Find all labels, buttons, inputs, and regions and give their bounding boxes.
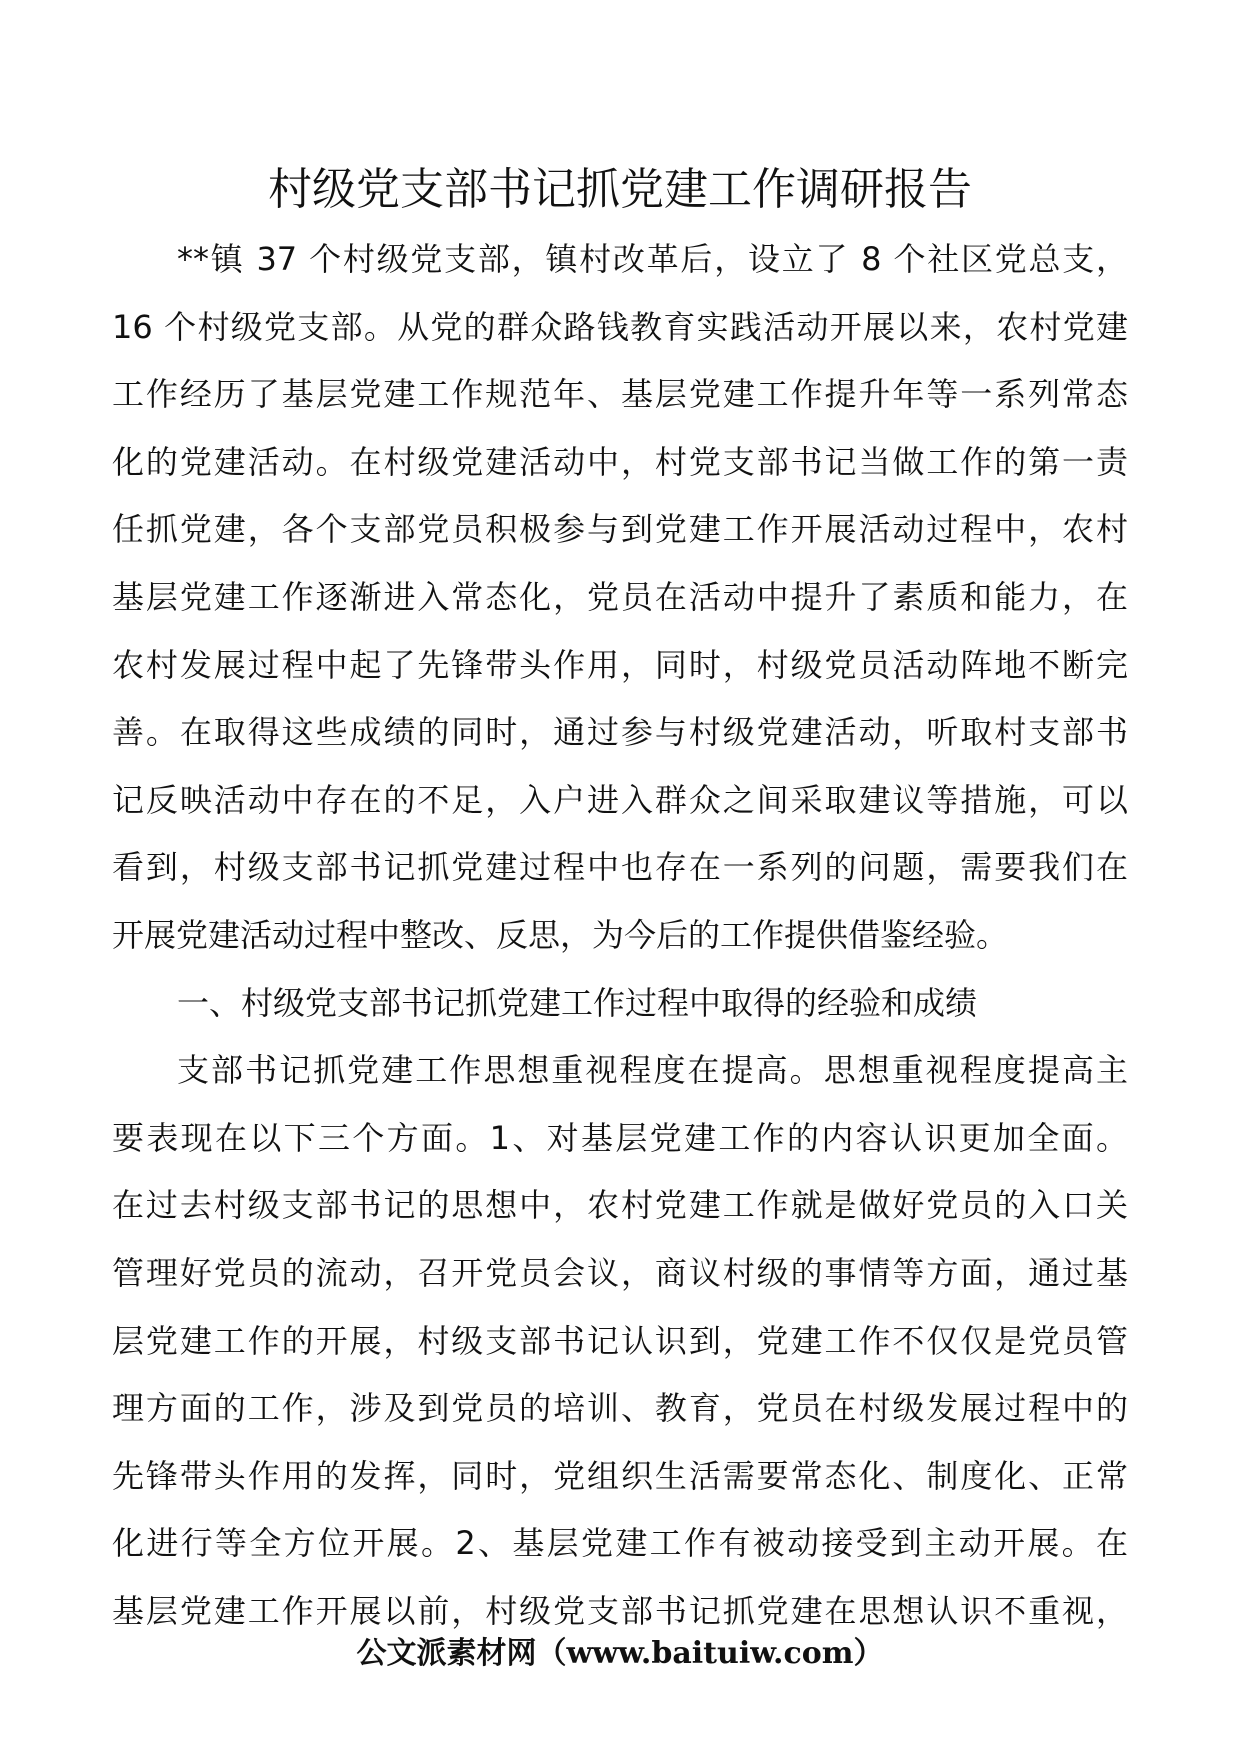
section-heading: 一、村级党支部书记抓党建工作过程中取得的经验和成绩 <box>177 983 978 1022</box>
text-line: 记反映活动中存在的不足，入户进入群众之间采取建议等措施，可以 <box>112 780 1128 819</box>
text-line: 善。在取得这些成绩的同时，通过参与村级党建活动，听取村支部书 <box>112 713 1128 752</box>
text-line: 化的党建活动。在村级党建活动中，村党支部书记当做工作的第一责 <box>112 442 1128 481</box>
text-line: 要表现在以下三个方面。1、对基层党建工作的内容认识更加全面。 <box>112 1118 1128 1157</box>
text-line: 管理好党员的流动，召开党员会议，商议村级的事情等方面，通过基 <box>112 1253 1128 1292</box>
footer-watermark: 公文派素材网（www.baituiw.com） <box>356 1636 884 1671</box>
text-line: 层党建工作的开展，村级支部书记认识到，党建工作不仅仅是党员管 <box>112 1321 1128 1360</box>
text-line: 农村发展过程中起了先锋带头作用，同时，村级党员活动阵地不断完 <box>112 645 1128 684</box>
text-line: **镇 37 个村级党支部，镇村改革后，设立了 8 个社区党总支， <box>177 240 1128 278</box>
document-title: 村级党支部书记抓党建工作调研报告 <box>268 164 972 215</box>
text-line: 基层党建工作逐渐进入常态化，党员在活动中提升了素质和能力，在 <box>112 577 1128 616</box>
text-line: 看到，村级支部书记抓党建过程中也存在一系列的问题，需要我们在 <box>112 848 1128 887</box>
text-line: 化进行等全方位开展。2、基层党建工作有被动接受到主动开展。在 <box>112 1524 1128 1563</box>
text-line: 基层党建工作开展以前，村级党支部书记抓党建在思想认识不重视， <box>112 1591 1128 1630</box>
text-line: 先锋带头作用的发挥，同时，党组织生活需要常态化、制度化、正常 <box>112 1456 1128 1495</box>
text-line: 支部书记抓党建工作思想重视程度在提高。思想重视程度提高主 <box>177 1051 1128 1090</box>
text-line: 工作经历了基层党建工作规范年、基层党建工作提升年等一系列常态 <box>112 375 1128 414</box>
text-line: 理方面的工作，涉及到党员的培训、教育，党员在村级发展过程中的 <box>112 1389 1128 1428</box>
text-line: 任抓党建，各个支部党员积极参与到党建工作开展活动过程中，农村 <box>112 510 1128 549</box>
text-line: 在过去村级支部书记的思想中，农村党建工作就是做好党员的入口关 <box>112 1186 1128 1225</box>
text-line: 16 个村级党支部。从党的群众路钱教育实践活动开展以来，农村党建 <box>112 307 1128 346</box>
text-line: 开展党建活动过程中整改、反思，为今后的工作提供借鉴经验。 <box>112 915 1009 954</box>
document-body <box>112 226 1128 1645</box>
